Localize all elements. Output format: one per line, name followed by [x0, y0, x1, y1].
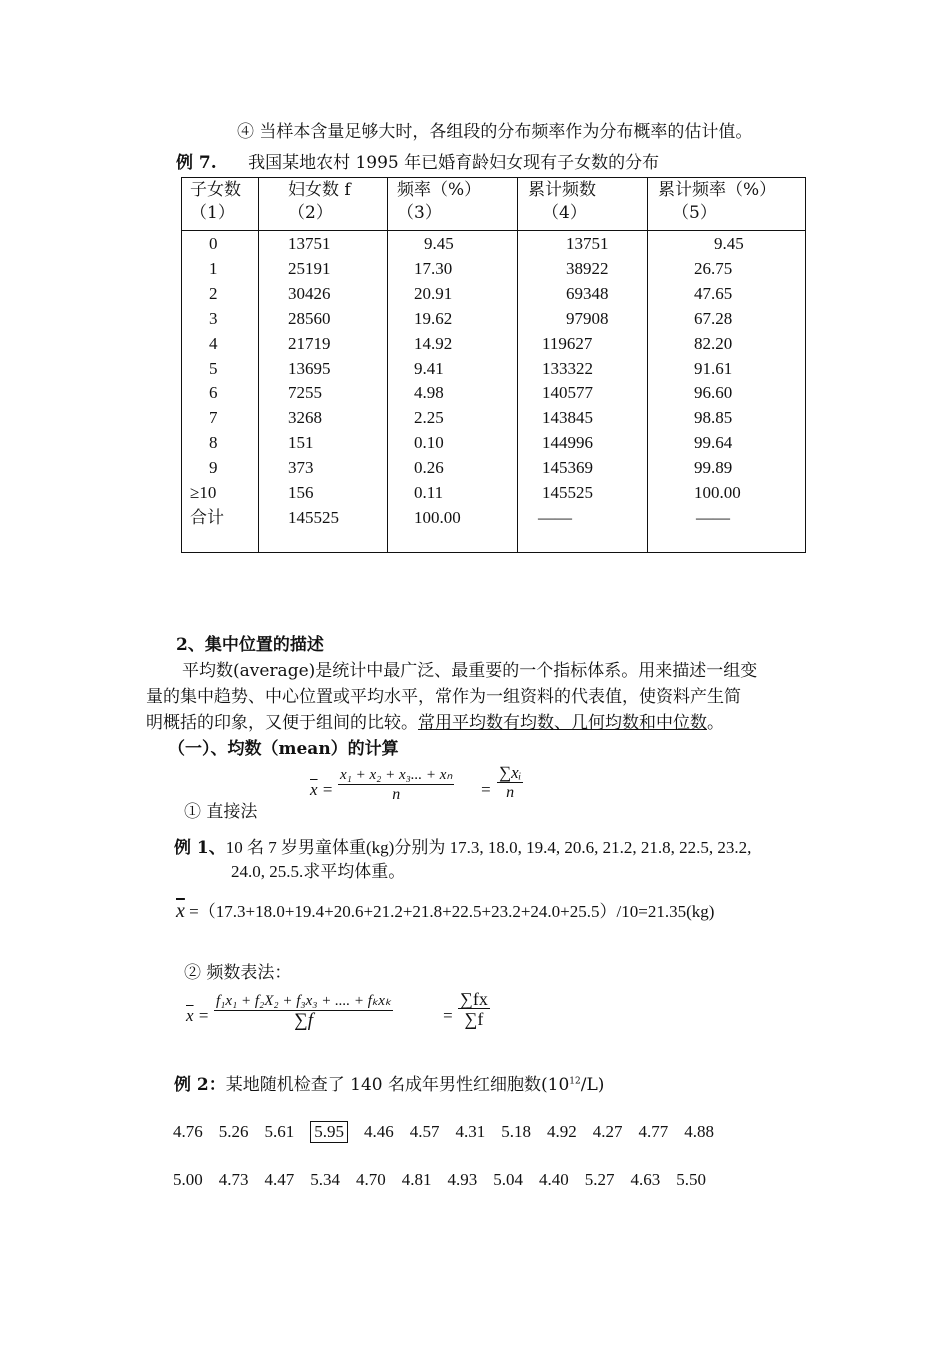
formula2-numerator: f₁x₁ + f₂X₂ + f₃x₃ + .... + fₖxₖ	[216, 993, 392, 1009]
example7-caption	[176, 148, 659, 173]
table-cell: 13751	[288, 234, 331, 253]
example1-text: 10 名 7 岁男童体重(kg)分别为 17.3, 18.0, 19.4, 20.6, 21.2, 21.8, 22.5, 23.2,	[225, 838, 752, 857]
data-value: 5.26	[218, 1122, 249, 1141]
table-cell: 0	[209, 234, 218, 253]
example2-text: /L)	[580, 1075, 605, 1095]
table-cell: 145525	[288, 507, 339, 527]
data-value: 5.00	[173, 1170, 203, 1189]
table-header-2	[288, 179, 351, 225]
table-cell: 0.11	[414, 483, 444, 502]
table-cell: 96.60	[694, 383, 733, 403]
table-cell: 5	[209, 358, 218, 378]
superscript: 12	[569, 1076, 581, 1087]
table-cell: 2	[209, 283, 218, 303]
table-cell: 3	[209, 308, 218, 328]
data-value: 4.93	[447, 1170, 478, 1189]
xbar-symbol: $\overline{x}$	[310, 780, 318, 799]
table-cell: 47.65	[694, 283, 733, 303]
data-value: 5.50	[676, 1170, 706, 1189]
header-name: 妇女数 f	[288, 180, 351, 200]
formula1-lhs: $\overline{x}$ =	[310, 780, 334, 799]
table-cell: 3268	[288, 408, 322, 428]
data-value: 4.27	[592, 1122, 623, 1141]
formula1-numerator: x₁ + x₂ + x₃... + xₙ	[340, 767, 453, 783]
table-cell: 9.41	[414, 358, 444, 378]
table-cell: 0.26	[414, 458, 444, 478]
table-cell: 100.00	[414, 507, 461, 527]
table-cell: 144996	[542, 433, 593, 453]
data-value: 5.34	[310, 1170, 340, 1189]
data-value: 4.77	[638, 1122, 669, 1141]
underlined-text: 常用平均数有均数、几何均数和中位数	[418, 713, 707, 733]
data-value: 4.81	[401, 1170, 432, 1189]
header-num: （1）	[190, 203, 235, 223]
table-cell: 143845	[542, 408, 593, 428]
table-divider	[387, 178, 388, 552]
data-value: 4.92	[547, 1122, 577, 1141]
data-value: 4.73	[218, 1170, 249, 1189]
table-cell: 9.45	[714, 234, 744, 253]
data-value: 5.27	[584, 1170, 615, 1189]
table-cell: 1	[209, 258, 218, 278]
table-divider	[647, 178, 648, 552]
table-cell: 13695	[288, 358, 331, 378]
table-cell: 17.30	[414, 258, 453, 278]
table-cell: 38922	[566, 258, 609, 278]
table-cell: 8	[209, 433, 218, 453]
equals-sign: =	[480, 780, 492, 799]
data-value: 4.63	[630, 1170, 661, 1189]
table-cell: 91.61	[694, 358, 733, 378]
formula1-sum-denominator: n	[506, 784, 515, 801]
table-cell: ≥10	[190, 483, 217, 502]
table-cell: 4	[209, 333, 218, 353]
data-value: 4.70	[356, 1170, 386, 1189]
table-header-1	[190, 179, 241, 225]
header-num: （3）	[397, 203, 442, 223]
example2-text: 某地随机检查了 140 名成年男性红细胞数(10	[225, 1075, 570, 1095]
table-cell: 373	[288, 458, 314, 478]
header-name: 累计频数	[528, 180, 596, 200]
table-cell: 98.85	[694, 408, 733, 428]
example1-line1	[174, 833, 751, 858]
table-cell: 4.98	[414, 383, 444, 403]
data-value: 5.18	[501, 1122, 531, 1141]
table-cell: 99.64	[694, 433, 733, 453]
table-cell: 99.89	[694, 458, 733, 478]
frequency-table	[181, 177, 806, 553]
table-header-5	[658, 179, 776, 225]
table-cell: 7	[209, 408, 218, 428]
table-cell: 30426	[288, 283, 331, 303]
table-divider	[258, 178, 259, 552]
paragraph-line	[146, 708, 724, 733]
table-cell: 19.62	[414, 308, 453, 328]
table-cell: 26.75	[694, 258, 733, 278]
table-cell: 151	[288, 433, 314, 453]
table-cell: 82.20	[694, 333, 733, 353]
example2-label: 例 2：	[174, 1075, 226, 1095]
table-cell: 25191	[288, 258, 331, 278]
table-cell: 97908	[566, 308, 609, 328]
example7-label: 例 7.	[176, 153, 217, 173]
data-value: 5.04	[493, 1170, 523, 1189]
table-divider	[517, 178, 518, 552]
formula1-sum-numerator: ∑xᵢ	[499, 763, 522, 782]
header-name: 频率（%）	[397, 180, 482, 200]
table-header-4	[528, 179, 596, 225]
example1-line2: 24.0, 25.5.求平均体重。	[231, 862, 406, 881]
table-cell: 145369	[542, 458, 593, 478]
header-name: 累计频率（%）	[658, 180, 777, 200]
table-cell: 119627	[542, 333, 593, 353]
formula1-fraction	[338, 766, 454, 805]
paragraph-text: 。	[707, 713, 724, 733]
data-value: 4.31	[455, 1122, 486, 1141]
table-cell: 28560	[288, 308, 331, 328]
data-value: 4.40	[539, 1170, 569, 1189]
table-cell: 6	[209, 383, 218, 403]
formula2-sum-denominator: ∑f	[464, 1009, 484, 1029]
table-header-divider	[182, 230, 805, 231]
paragraph-text: 明概括的印象，又便于组间的比较。	[146, 713, 418, 733]
method1-label: ① 直接法	[184, 802, 258, 822]
table-cell: 140577	[542, 383, 593, 403]
table-cell: 7255	[288, 383, 322, 403]
formula1-denominator: n	[392, 786, 401, 803]
table-cell: ——	[538, 507, 572, 527]
table-header-3	[397, 179, 481, 225]
data-value: 5.95	[310, 1121, 348, 1143]
table-cell: 67.28	[694, 308, 733, 328]
header-num: （4）	[542, 203, 587, 223]
formula1-sum-fraction	[497, 764, 523, 803]
equals-sign: =	[442, 1006, 454, 1025]
table-cell: 9.45	[424, 234, 454, 253]
header-name: 子女数	[190, 180, 241, 200]
header-num: （2）	[288, 203, 333, 223]
table-cell: 20.91	[414, 283, 453, 303]
table-cell: 13751	[566, 234, 609, 253]
data-value: 4.57	[409, 1122, 440, 1141]
table-cell: 100.00	[694, 483, 741, 502]
data-value: 4.76	[173, 1122, 203, 1141]
section-heading: 2、集中位置的描述	[176, 635, 324, 655]
xbar-symbol: $\overline{x}$	[186, 1006, 194, 1025]
method2-label: ② 频数表法：	[184, 963, 292, 983]
intro-point-text: ④ 当样本含量足够大时，各组段的分布频率作为分布概率的估计值。	[237, 122, 753, 142]
data-value: 5.61	[264, 1122, 295, 1141]
table-cell: 合计	[190, 507, 224, 527]
formula2-sum-fraction	[458, 990, 490, 1029]
table-cell: 14.92	[414, 333, 453, 353]
table-cell: 133322	[542, 358, 593, 378]
data-value: 4.46	[364, 1122, 394, 1141]
table-cell: 145525	[542, 483, 593, 502]
xbar-symbol: $\overline{x}$	[176, 900, 185, 922]
formula2-denominator: ∑f	[294, 1010, 314, 1031]
formula2-sum-numerator: ∑fx	[460, 989, 488, 1009]
formula2-fraction	[214, 992, 393, 1031]
paragraph-line: 平均数(average)是统计中最广泛、最重要的一个指标体系。用来描述一组变	[182, 661, 758, 681]
data-row	[173, 1170, 722, 1190]
example1-result-text: =（17.3+18.0+19.4+20.6+21.2+21.8+22.5+23.2+24.0+25.5）/10=21.35(kg)	[184, 902, 715, 921]
header-num: （5）	[672, 203, 717, 223]
formula2-lhs: $\overline{x}$ =	[186, 1006, 210, 1025]
example1-result	[176, 897, 714, 923]
table-cell: 156	[288, 483, 314, 502]
table-cell: 0.10	[414, 433, 444, 453]
example1-label: 例 1、	[174, 838, 226, 858]
table-cell: 69348	[566, 283, 609, 303]
data-value: 4.47	[264, 1170, 295, 1189]
example2-line	[174, 1070, 604, 1095]
table-cell: 21719	[288, 333, 331, 353]
table-cell: 2.25	[414, 408, 444, 428]
table-cell: ——	[696, 507, 730, 527]
mean-heading: （一）、均数（mean）的计算	[168, 739, 399, 759]
example7-title: 我国某地农村 1995 年已婚育龄妇女现有子女数的分布	[248, 153, 660, 173]
paragraph-line: 量的集中趋势、中心位置或平均水平，常作为一组资料的代表值，使资料产生简	[146, 687, 741, 707]
table-cell: 9	[209, 458, 218, 478]
data-row	[173, 1121, 730, 1143]
data-value: 4.88	[684, 1122, 714, 1141]
